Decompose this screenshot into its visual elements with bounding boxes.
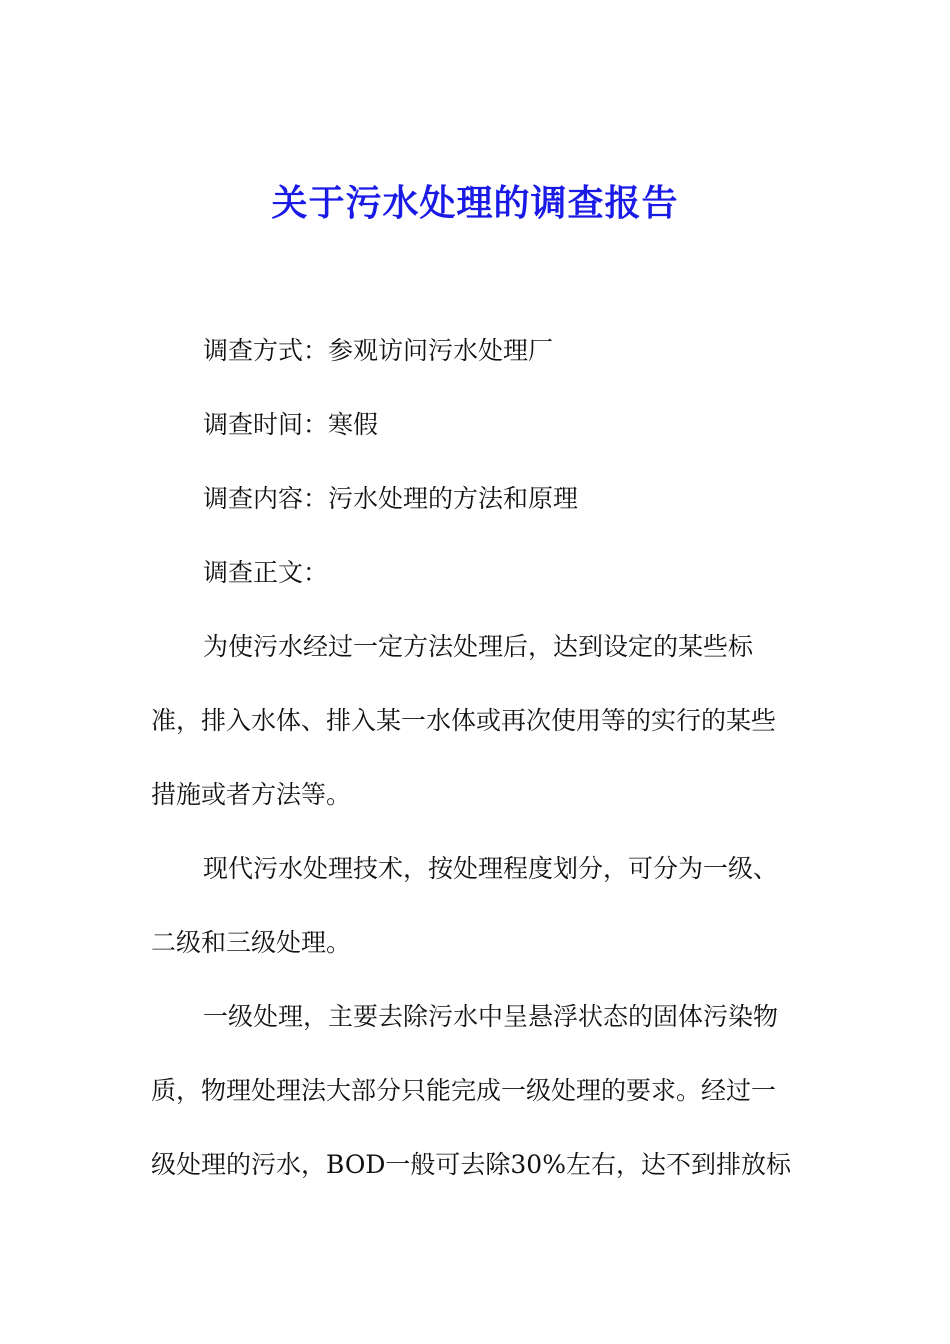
paragraph-line: 级处理的污水，BOD一般可去除30%左右，达不到排放标 (151, 1150, 791, 1179)
paragraph-line: 为使污水经过一定方法处理后，达到设定的某些标 (203, 632, 754, 661)
paragraph-line: 准，排入水体、排入某一水体或再次使用等的实行的某些 (151, 706, 777, 735)
survey-method-line: 调查方式：参观访问污水处理厂 (203, 336, 554, 365)
survey-content-line: 调查内容：污水处理的方法和原理 (203, 484, 579, 513)
survey-body-heading: 调查正文： (203, 558, 329, 587)
paragraph-line: 二级和三级处理。 (151, 928, 352, 957)
document-title: 关于污水处理的调查报告 (271, 182, 679, 224)
document-body (151, 314, 801, 1202)
paragraph-line: 一级处理，主要去除污水中呈悬浮状态的固体污染物 (203, 1002, 779, 1031)
paragraph-line: 质，物理处理法大部分只能完成一级处理的要求。经过一 (151, 1076, 777, 1105)
survey-time-line: 调查时间：寒假 (203, 410, 379, 439)
paragraph-line: 措施或者方法等。 (151, 780, 352, 809)
paragraph-line: 现代污水处理技术，按处理程度划分，可分为一级、 (203, 854, 779, 883)
